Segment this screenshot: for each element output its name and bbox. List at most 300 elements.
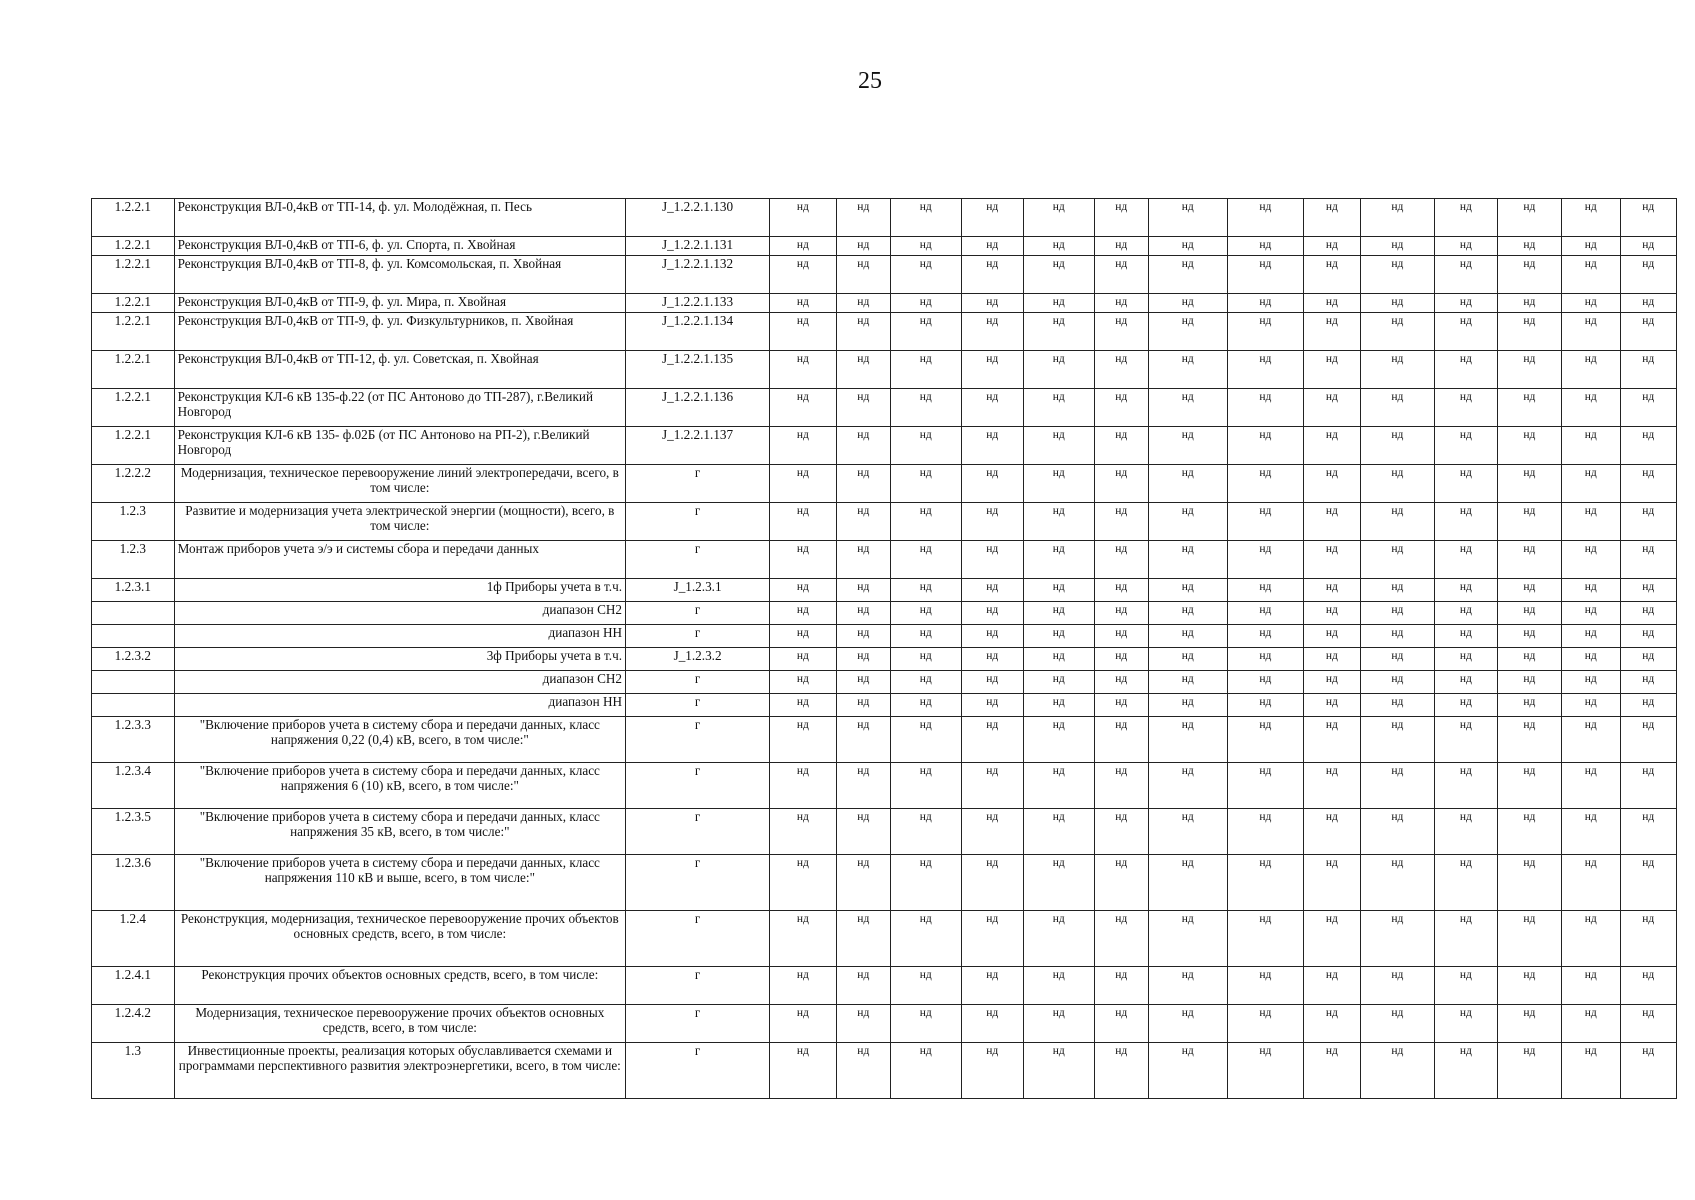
value-cell: нд [1304, 809, 1360, 855]
value-cell: нд [1094, 313, 1148, 351]
row-identifier-cell: J_1.2.2.1.131 [626, 237, 770, 256]
value-cell: нд [1435, 855, 1497, 911]
value-cell: нд [770, 602, 837, 625]
value-cell: нд [770, 541, 837, 579]
value-cell: нд [1304, 503, 1360, 541]
value-cell: нд [1094, 911, 1148, 967]
value-cell: нд [961, 1005, 1023, 1043]
row-code-cell [92, 625, 175, 648]
row-code-cell: 1.2.2.1 [92, 199, 175, 237]
value-cell: нд [1227, 294, 1304, 313]
row-name-cell: диапазон СН2 [174, 671, 625, 694]
table-row [92, 256, 1677, 294]
value-cell: нд [891, 579, 962, 602]
value-cell: нд [770, 694, 837, 717]
value-cell: нд [1497, 763, 1561, 809]
value-cell: нд [961, 256, 1023, 294]
value-cell: нд [1094, 809, 1148, 855]
value-cell: нд [1360, 694, 1435, 717]
value-cell: нд [836, 967, 890, 1005]
row-code-cell: 1.2.2.1 [92, 389, 175, 427]
row-name-cell: 1ф Приборы учета в т.ч. [174, 579, 625, 602]
value-cell: нд [1360, 351, 1435, 389]
value-cell: нд [1360, 1043, 1435, 1099]
value-cell: нд [1435, 911, 1497, 967]
value-cell: нд [1620, 648, 1677, 671]
table-row [92, 648, 1677, 671]
value-cell: нд [836, 313, 890, 351]
row-identifier-cell: г [626, 717, 770, 763]
value-cell: нд [836, 503, 890, 541]
row-code-cell: 1.3 [92, 1043, 175, 1099]
value-cell: нд [1497, 967, 1561, 1005]
table-row [92, 465, 1677, 503]
value-cell: нд [1094, 855, 1148, 911]
value-cell: нд [1148, 351, 1227, 389]
value-cell: нд [1360, 671, 1435, 694]
value-cell: нд [1227, 602, 1304, 625]
value-cell: нд [891, 199, 962, 237]
row-identifier-cell: J_1.2.2.1.135 [626, 351, 770, 389]
value-cell: нд [1148, 809, 1227, 855]
value-cell: нд [1435, 809, 1497, 855]
row-code-cell: 1.2.2.2 [92, 465, 175, 503]
value-cell: нд [1497, 579, 1561, 602]
row-identifier-cell: г [626, 602, 770, 625]
row-name-cell: Реконструкция ВЛ-0,4кВ от ТП-12, ф. ул. Советская, п. Хвойная [174, 351, 625, 389]
value-cell: нд [1620, 967, 1677, 1005]
value-cell: нд [1024, 967, 1095, 1005]
value-cell: нд [1227, 809, 1304, 855]
value-cell: нд [1435, 294, 1497, 313]
row-name-cell: "Включение приборов учета в систему сбора и передачи данных, класс напряжения 35 кВ, всего, в том числе:" [174, 809, 625, 855]
value-cell: нд [1227, 855, 1304, 911]
row-code-cell: 1.2.3.1 [92, 579, 175, 602]
value-cell: нд [1497, 671, 1561, 694]
value-cell: нд [1435, 625, 1497, 648]
value-cell: нд [1094, 1005, 1148, 1043]
value-cell: нд [1148, 294, 1227, 313]
row-code-cell: 1.2.2.1 [92, 256, 175, 294]
value-cell: нд [1304, 1005, 1360, 1043]
value-cell: нд [961, 503, 1023, 541]
value-cell: нд [1304, 763, 1360, 809]
value-cell: нд [1435, 717, 1497, 763]
value-cell: нд [1024, 237, 1095, 256]
value-cell: нд [1094, 465, 1148, 503]
value-cell: нд [961, 809, 1023, 855]
value-cell: нд [1435, 671, 1497, 694]
value-cell: нд [1094, 625, 1148, 648]
value-cell: нд [1620, 1043, 1677, 1099]
value-cell: нд [1497, 199, 1561, 237]
value-cell: нд [1360, 648, 1435, 671]
value-cell: нд [836, 671, 890, 694]
value-cell: нд [1620, 809, 1677, 855]
value-cell: нд [1148, 1043, 1227, 1099]
row-name-cell: Реконструкция, модернизация, техническое перевооружение прочих объектов основных средств, всего, в том числе: [174, 911, 625, 967]
value-cell: нд [1435, 199, 1497, 237]
value-cell: нд [891, 855, 962, 911]
row-identifier-cell: г [626, 967, 770, 1005]
value-cell: нд [1304, 465, 1360, 503]
value-cell: нд [891, 237, 962, 256]
value-cell: нд [1024, 855, 1095, 911]
value-cell: нд [1148, 541, 1227, 579]
value-cell: нд [1620, 625, 1677, 648]
value-cell: нд [1094, 294, 1148, 313]
value-cell: нд [1360, 625, 1435, 648]
value-cell: нд [836, 694, 890, 717]
value-cell: нд [1435, 389, 1497, 427]
value-cell: нд [1024, 313, 1095, 351]
row-name-cell: Модернизация, техническое перевооружение линий электропередачи, всего, в том числе: [174, 465, 625, 503]
table-row [92, 717, 1677, 763]
value-cell: нд [1148, 911, 1227, 967]
row-code-cell: 1.2.4 [92, 911, 175, 967]
value-cell: нд [836, 625, 890, 648]
value-cell: нд [1304, 294, 1360, 313]
value-cell: нд [1562, 763, 1620, 809]
value-cell: нд [891, 503, 962, 541]
value-cell: нд [1620, 256, 1677, 294]
value-cell: нд [1227, 199, 1304, 237]
value-cell: нд [1227, 763, 1304, 809]
value-cell: нд [1227, 694, 1304, 717]
row-code-cell: 1.2.4.1 [92, 967, 175, 1005]
value-cell: нд [1435, 694, 1497, 717]
table-row [92, 313, 1677, 351]
value-cell: нд [1148, 967, 1227, 1005]
value-cell: нд [836, 389, 890, 427]
value-cell: нд [1435, 465, 1497, 503]
value-cell: нд [1562, 351, 1620, 389]
value-cell: нд [891, 313, 962, 351]
table-row [92, 671, 1677, 694]
value-cell: нд [961, 427, 1023, 465]
value-cell: нд [1360, 809, 1435, 855]
value-cell: нд [1360, 763, 1435, 809]
value-cell: нд [1435, 237, 1497, 256]
value-cell: нд [961, 313, 1023, 351]
value-cell: нд [1227, 625, 1304, 648]
value-cell: нд [1227, 465, 1304, 503]
value-cell: нд [1360, 313, 1435, 351]
value-cell: нд [836, 648, 890, 671]
value-cell: нд [961, 1043, 1023, 1099]
value-cell: нд [1562, 625, 1620, 648]
row-name-cell: Реконструкция КЛ-6 кВ 135-ф.22 (от ПС Антоново до ТП-287), г.Великий Новгород [174, 389, 625, 427]
value-cell: нд [1304, 671, 1360, 694]
value-cell: нд [1227, 648, 1304, 671]
row-name-cell: Развитие и модернизация учета электрической энергии (мощности), всего, в том числе: [174, 503, 625, 541]
value-cell: нд [1227, 1005, 1304, 1043]
value-cell: нд [1562, 1043, 1620, 1099]
value-cell: нд [836, 1005, 890, 1043]
value-cell: нд [1620, 351, 1677, 389]
row-identifier-cell: г [626, 541, 770, 579]
value-cell: нд [836, 911, 890, 967]
value-cell: нд [836, 809, 890, 855]
value-cell: нд [770, 1043, 837, 1099]
row-code-cell: 1.2.3.3 [92, 717, 175, 763]
row-code-cell: 1.2.2.1 [92, 313, 175, 351]
value-cell: нд [1304, 579, 1360, 602]
row-name-cell: "Включение приборов учета в систему сбора и передачи данных, класс напряжения 0,22 (0,4) кВ, всего, в том числе:" [174, 717, 625, 763]
value-cell: нд [891, 694, 962, 717]
value-cell: нд [1024, 1005, 1095, 1043]
value-cell: нд [1227, 237, 1304, 256]
row-name-cell: Реконструкция ВЛ-0,4кВ от ТП-9, ф. ул. Физкультурников, п. Хвойная [174, 313, 625, 351]
value-cell: нд [1562, 809, 1620, 855]
value-cell: нд [961, 541, 1023, 579]
value-cell: нд [1148, 648, 1227, 671]
row-identifier-cell: г [626, 911, 770, 967]
value-cell: нд [1435, 579, 1497, 602]
value-cell: нд [1094, 717, 1148, 763]
page-number: 25 [858, 68, 882, 94]
value-cell: нд [1435, 427, 1497, 465]
value-cell: нд [1360, 855, 1435, 911]
value-cell: нд [891, 351, 962, 389]
value-cell: нд [836, 602, 890, 625]
value-cell: нд [1497, 503, 1561, 541]
value-cell: нд [891, 763, 962, 809]
value-cell: нд [891, 1005, 962, 1043]
value-cell: нд [1497, 855, 1561, 911]
value-cell: нд [1024, 579, 1095, 602]
investment-program-table-container [91, 198, 1677, 1099]
row-identifier-cell: J_1.2.3.2 [626, 648, 770, 671]
value-cell: нд [1620, 855, 1677, 911]
value-cell: нд [1562, 911, 1620, 967]
value-cell: нд [1024, 351, 1095, 389]
value-cell: нд [1360, 911, 1435, 967]
table-row [92, 579, 1677, 602]
value-cell: нд [1497, 427, 1561, 465]
row-name-cell: 3ф Приборы учета в т.ч. [174, 648, 625, 671]
value-cell: нд [891, 967, 962, 1005]
value-cell: нд [1148, 855, 1227, 911]
value-cell: нд [1148, 389, 1227, 427]
value-cell: нд [770, 763, 837, 809]
value-cell: нд [1360, 579, 1435, 602]
value-cell: нд [1620, 541, 1677, 579]
value-cell: нд [1497, 351, 1561, 389]
value-cell: нд [1094, 503, 1148, 541]
row-identifier-cell: г [626, 809, 770, 855]
value-cell: нд [1304, 648, 1360, 671]
value-cell: нд [1620, 389, 1677, 427]
value-cell: нд [1148, 763, 1227, 809]
value-cell: нд [1497, 1005, 1561, 1043]
value-cell: нд [961, 625, 1023, 648]
table-row [92, 855, 1677, 911]
value-cell: нд [1024, 625, 1095, 648]
value-cell: нд [1562, 694, 1620, 717]
value-cell: нд [961, 967, 1023, 1005]
table-row [92, 911, 1677, 967]
value-cell: нд [891, 602, 962, 625]
value-cell: нд [1094, 256, 1148, 294]
value-cell: нд [1024, 465, 1095, 503]
value-cell: нд [1360, 237, 1435, 256]
value-cell: нд [1227, 427, 1304, 465]
value-cell: нд [891, 717, 962, 763]
value-cell: нд [1497, 694, 1561, 717]
value-cell: нд [1304, 602, 1360, 625]
value-cell: нд [1304, 237, 1360, 256]
value-cell: нд [1562, 294, 1620, 313]
value-cell: нд [1562, 717, 1620, 763]
row-identifier-cell: J_1.2.2.1.136 [626, 389, 770, 427]
value-cell: нд [1148, 237, 1227, 256]
value-cell: нд [770, 967, 837, 1005]
value-cell: нд [1435, 602, 1497, 625]
value-cell: нд [1435, 967, 1497, 1005]
value-cell: нд [836, 465, 890, 503]
value-cell: нд [1024, 1043, 1095, 1099]
value-cell: нд [1024, 199, 1095, 237]
value-cell: нд [1227, 911, 1304, 967]
table-row [92, 351, 1677, 389]
value-cell: нд [891, 465, 962, 503]
value-cell: нд [836, 199, 890, 237]
table-body [92, 199, 1677, 1099]
value-cell: нд [1148, 313, 1227, 351]
value-cell: нд [1360, 199, 1435, 237]
value-cell: нд [1024, 648, 1095, 671]
value-cell: нд [770, 717, 837, 763]
value-cell: нд [836, 294, 890, 313]
value-cell: нд [1024, 294, 1095, 313]
row-identifier-cell: г [626, 503, 770, 541]
value-cell: нд [1620, 579, 1677, 602]
value-cell: нд [836, 763, 890, 809]
value-cell: нд [1227, 579, 1304, 602]
value-cell: нд [1094, 967, 1148, 1005]
value-cell: нд [1562, 256, 1620, 294]
value-cell: нд [1562, 967, 1620, 1005]
table-row [92, 763, 1677, 809]
row-name-cell: диапазон НН [174, 625, 625, 648]
value-cell: нд [1620, 294, 1677, 313]
value-cell: нд [1304, 313, 1360, 351]
value-cell: нд [1227, 351, 1304, 389]
value-cell: нд [1620, 911, 1677, 967]
value-cell: нд [1227, 541, 1304, 579]
row-code-cell: 1.2.3.4 [92, 763, 175, 809]
value-cell: нд [1148, 1005, 1227, 1043]
value-cell: нд [1360, 1005, 1435, 1043]
value-cell: нд [1360, 256, 1435, 294]
value-cell: нд [1227, 503, 1304, 541]
value-cell: нд [1094, 694, 1148, 717]
value-cell: нд [1620, 602, 1677, 625]
table-row [92, 427, 1677, 465]
value-cell: нд [1024, 427, 1095, 465]
value-cell: нд [1497, 465, 1561, 503]
value-cell: нд [1227, 1043, 1304, 1099]
row-identifier-cell: г [626, 671, 770, 694]
value-cell: нд [1024, 256, 1095, 294]
value-cell: нд [961, 911, 1023, 967]
value-cell: нд [1497, 541, 1561, 579]
value-cell: нд [1435, 313, 1497, 351]
value-cell: нд [1360, 503, 1435, 541]
value-cell: нд [1562, 389, 1620, 427]
row-code-cell: 1.2.3 [92, 541, 175, 579]
value-cell: нд [1562, 427, 1620, 465]
row-name-cell: Реконструкция ВЛ-0,4кВ от ТП-8, ф. ул. Комсомольская, п. Хвойная [174, 256, 625, 294]
value-cell: нд [961, 855, 1023, 911]
row-identifier-cell: J_1.2.2.1.134 [626, 313, 770, 351]
value-cell: нд [836, 351, 890, 389]
table-row [92, 294, 1677, 313]
value-cell: нд [1227, 671, 1304, 694]
value-cell: нд [1304, 256, 1360, 294]
table-row [92, 1043, 1677, 1099]
row-code-cell: 1.2.2.1 [92, 237, 175, 256]
value-cell: нд [770, 911, 837, 967]
row-identifier-cell: J_1.2.2.1.133 [626, 294, 770, 313]
value-cell: нд [891, 911, 962, 967]
value-cell: нд [1304, 855, 1360, 911]
value-cell: нд [1360, 602, 1435, 625]
value-cell: нд [961, 237, 1023, 256]
value-cell: нд [1435, 648, 1497, 671]
value-cell: нд [1304, 389, 1360, 427]
row-identifier-cell: г [626, 763, 770, 809]
value-cell: нд [1094, 389, 1148, 427]
value-cell: нд [770, 579, 837, 602]
value-cell: нд [770, 1005, 837, 1043]
row-code-cell: 1.2.2.1 [92, 351, 175, 389]
value-cell: нд [1148, 717, 1227, 763]
value-cell: нд [1435, 541, 1497, 579]
value-cell: нд [770, 351, 837, 389]
value-cell: нд [1360, 967, 1435, 1005]
table-row [92, 602, 1677, 625]
row-identifier-cell: г [626, 1005, 770, 1043]
row-identifier-cell: J_1.2.2.1.137 [626, 427, 770, 465]
value-cell: нд [1360, 541, 1435, 579]
value-cell: нд [961, 763, 1023, 809]
value-cell: нд [1620, 717, 1677, 763]
value-cell: нд [836, 717, 890, 763]
value-cell: нд [891, 256, 962, 294]
row-identifier-cell: г [626, 855, 770, 911]
value-cell: нд [770, 648, 837, 671]
table-row [92, 625, 1677, 648]
value-cell: нд [836, 855, 890, 911]
value-cell: нд [1562, 1005, 1620, 1043]
row-name-cell: "Включение приборов учета в систему сбора и передачи данных, класс напряжения 110 кВ и выше, всего, в том числе:" [174, 855, 625, 911]
value-cell: нд [1024, 694, 1095, 717]
value-cell: нд [1620, 313, 1677, 351]
value-cell: нд [1148, 427, 1227, 465]
value-cell: нд [1360, 465, 1435, 503]
value-cell: нд [1497, 237, 1561, 256]
value-cell: нд [961, 579, 1023, 602]
value-cell: нд [1304, 911, 1360, 967]
value-cell: нд [1094, 1043, 1148, 1099]
row-name-cell: Реконструкция КЛ-6 кВ 135- ф.02Б (от ПС Антоново на РП-2), г.Великий Новгород [174, 427, 625, 465]
value-cell: нд [961, 351, 1023, 389]
value-cell: нд [1435, 256, 1497, 294]
row-code-cell [92, 694, 175, 717]
value-cell: нд [1562, 313, 1620, 351]
